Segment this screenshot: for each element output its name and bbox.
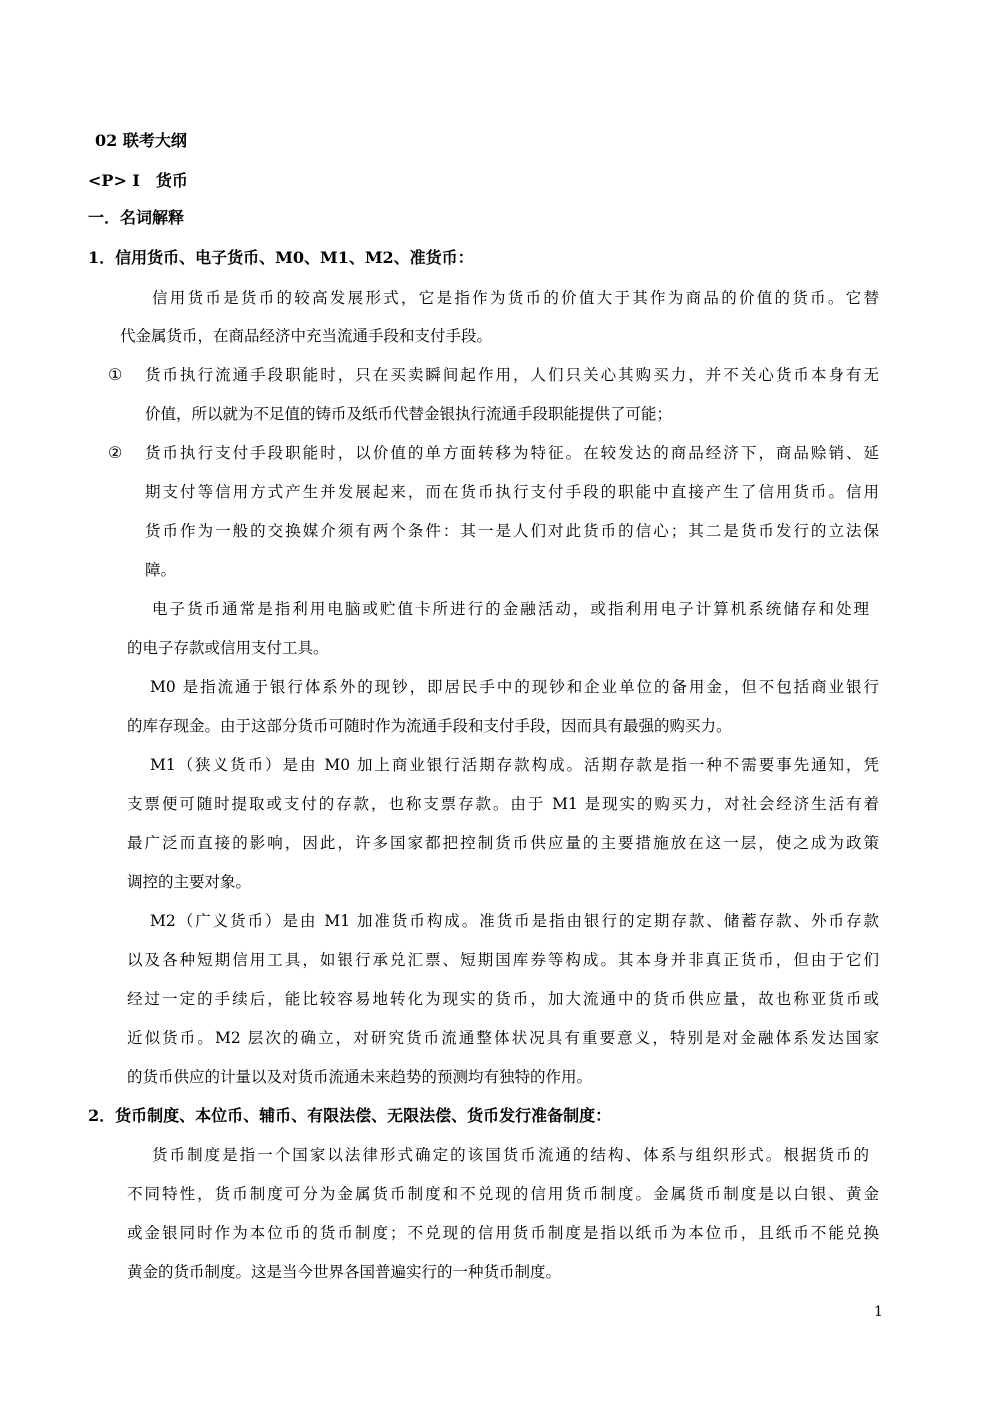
q1-p1-line: 信用货币是货币的较高发展形式，它是指作为货币的价值大于其作为商品的价值的货币。它替 (152, 289, 879, 307)
q1-p2-line: 电子货币通常是指利用电脑或贮值卡所进行的金融活动，或指利用电子计算机系统储存和处理 (152, 600, 869, 618)
section-heading: 一．名词解释 (88, 208, 185, 227)
q1-item2-line: 货币作为一般的交换媒介须有两个条件：其一是人们对此货币的信心；其二是货币发行的立法保 (145, 522, 879, 540)
q1-p5-line: 经过一定的手续后，能比较容易地转化为现实的货币，加大流通中的货币供应量，故也称亚货币或 (127, 990, 879, 1008)
q1-item2-line: 期支付等信用方式产生并发展起来，而在货币执行支付手段的职能中直接产生了信用货币。信用 (145, 483, 879, 501)
q1-p4-line: M1（狭义货币）是由 M0 加上商业银行活期存款构成。活期存款是指一种不需要事先通知，凭 (150, 756, 879, 774)
q1-item2-line: 货币执行支付手段职能时，以价值的单方面转移为特征。在较发达的商品经济下，商品赊销、延 (145, 444, 879, 462)
q1-item2-line: 障。 (145, 561, 177, 579)
q1-p4-line: 支票便可随时提取或支付的存款，也称支票存款。由于 M1 是现实的购买力，对社会经济生活有着 (127, 795, 879, 813)
q1-p4-line: 最广泛而直接的影响，因此，许多国家都把控制货币供应量的主要措施放在这一层，使之成为政策 (127, 834, 879, 852)
doc-title: 02 联考大纲 (95, 131, 187, 150)
q1-p3-line: 的库存现金。由于这部分货币可随时作为流通手段和支付手段，因而具有最强的购买力。 (127, 717, 732, 735)
q1-p3-line: M0 是指流通于银行体系外的现钞，即居民手中的现钞和企业单位的备用金，但不包括商业银行 (150, 678, 879, 696)
q2-p1-line: 黄金的货币制度。这是当今世界各国普遍实行的一种货币制度。 (127, 1263, 562, 1281)
q2-p1-line: 或金银同时作为本位币的货币制度；不兑现的信用货币制度是指以纸币为本位币，且纸币不能兑换 (127, 1224, 879, 1242)
q1-p2-line: 的电子存款或信用支付工具。 (127, 639, 329, 657)
chapter-heading: <P> Ⅰ 货币 (88, 171, 188, 190)
page-number: 1 (874, 1304, 883, 1320)
q1-item1-line: 货币执行流通手段职能时，只在买卖瞬间起作用，人们只关心其购买力，并不关心货币本身有无 (145, 366, 879, 384)
q1-item1-line: 价值，所以就为不足值的铸币及纸币代替金银执行流通手段职能提供了可能； (145, 405, 673, 423)
q2-p1-line: 不同特性，货币制度可分为金属货币制度和不兑现的信用货币制度。金属货币制度是以白银、黄金 (127, 1185, 879, 1203)
q1-p5-line: 以及各种短期信用工具，如银行承兑汇票、短期国库券等构成。其本身并非真正货币，但由于它们 (127, 951, 879, 969)
q1-p1-line: 代金属货币，在商品经济中充当流通手段和支付手段。 (120, 327, 493, 345)
list-marker: ② (108, 443, 123, 462)
q1-heading: 1．信用货币、电子货币、M0、M1、M2、准货币： (88, 248, 474, 267)
q1-p5-line: M2（广义货币）是由 M1 加准货币构成。准货币是指由银行的定期存款、储蓄存款、外币存款 (150, 912, 879, 930)
q1-p5-line: 近似货币。M2 层次的确立，对研究货币流通整体状况具有重要意义，特别是对金融体系发达国家 (127, 1029, 879, 1047)
q1-p4-line: 调控的主要对象。 (127, 873, 252, 891)
q2-heading: 2．货币制度、本位币、辅币、有限法偿、无限法偿、货币发行准备制度： (88, 1106, 612, 1125)
q2-p1-line: 货币制度是指一个国家以法律形式确定的该国货币流通的结构、体系与组织形式。根据货币的 (152, 1146, 869, 1164)
list-marker: ① (108, 365, 123, 384)
q1-p5-line: 的货币供应的计量以及对货币流通未来趋势的预测均有独特的作用。 (127, 1068, 593, 1086)
